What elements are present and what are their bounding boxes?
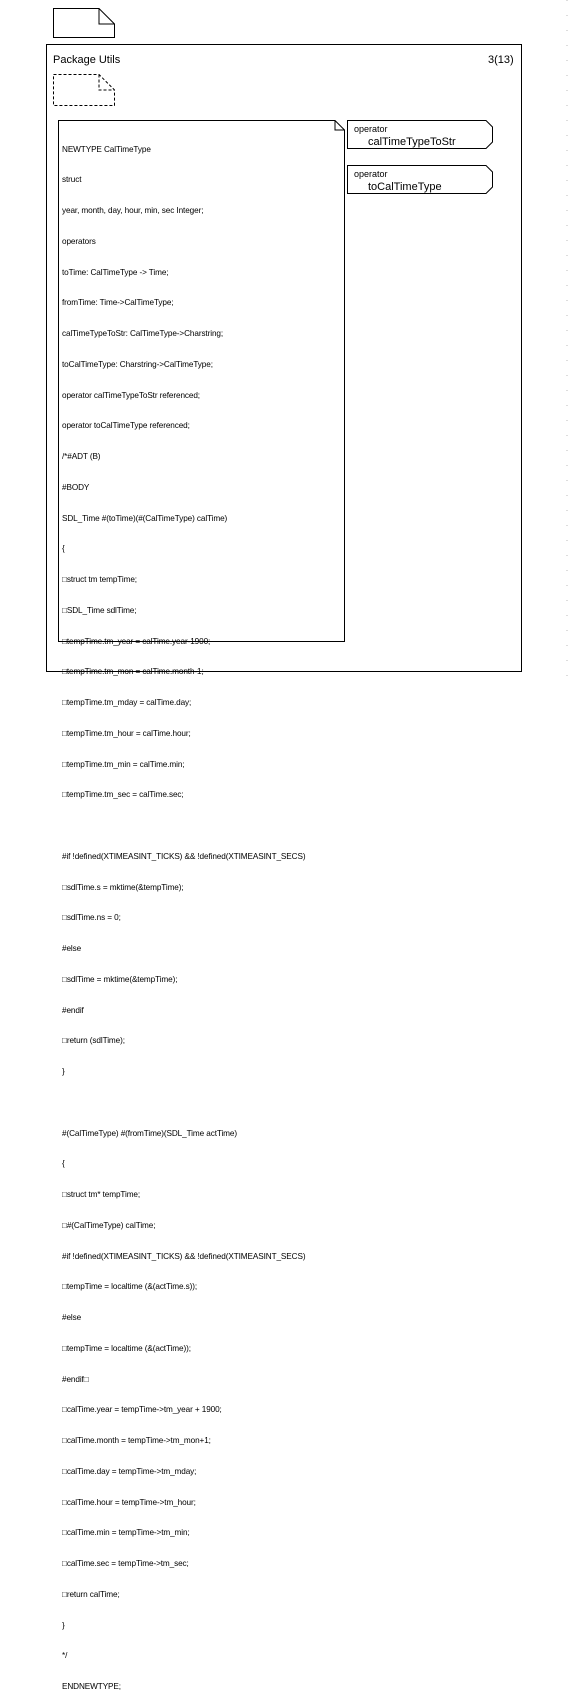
code-line: □calTime.year = tempTime->tm_year + 1900; xyxy=(62,1405,222,1415)
code-line: □sdlTime.s = mktime(&tempTime); xyxy=(62,882,184,892)
code-line: #endif□ xyxy=(62,1374,89,1384)
code-line: □calTime.day = tempTime->tm_mday; xyxy=(62,1466,197,1476)
code-line: □tempTime = localtime (&(actTime.s)); xyxy=(62,1282,198,1292)
code-line: } xyxy=(62,1620,65,1630)
code-line: operator toCalTimeType referenced; xyxy=(62,421,190,431)
code-line xyxy=(62,1098,342,1108)
code-line: □#(CalTimeType) calTime; xyxy=(62,1220,156,1230)
operator-keyword: operator xyxy=(354,169,388,179)
code-line: { xyxy=(62,544,65,554)
code-line: #else xyxy=(62,1313,82,1322)
code-line: #else xyxy=(62,944,82,953)
code-line: #(CalTimeType) #(fromTime)(SDL_Time actTime) xyxy=(62,1128,237,1138)
newtype-code xyxy=(62,124,342,1703)
code-line: */ xyxy=(62,1651,68,1661)
code-line: { xyxy=(62,1159,65,1169)
code-line: operators xyxy=(62,236,96,246)
code-line: □return calTime; xyxy=(62,1589,120,1599)
code-line: □tempTime = localtime (&(actTime)); xyxy=(62,1343,191,1353)
code-line: NEWTYPE CalTimeType xyxy=(62,144,151,154)
code-line: toTime: CalTimeType -> Time; xyxy=(62,267,169,277)
code-line: □calTime.min = tempTime->tm_min; xyxy=(62,1528,190,1538)
code-line: □sdlTime.ns = 0; xyxy=(62,913,121,923)
code-line: #if !defined(XTIMEASINT_TICKS) && !defined(XTIMEASINT_SECS) xyxy=(62,1251,306,1261)
code-line: □tempTime.tm_min = calTime.min; xyxy=(62,759,185,769)
code-line: □struct tm* tempTime; xyxy=(62,1190,141,1199)
code-line: □calTime.hour = tempTime->tm_hour; xyxy=(62,1497,196,1507)
code-line: year, month, day, hour, min, sec Integer; xyxy=(62,206,204,215)
code-line: fromTime: Time->CalTimeType; xyxy=(62,298,174,308)
code-line: □tempTime.tm_mday = calTime.day; xyxy=(62,698,192,707)
code-line: □tempTime.tm_year = calTime.year-1900; xyxy=(62,636,211,646)
code-line: □tempTime.tm_hour = calTime.hour; xyxy=(62,728,191,738)
code-line: toCalTimeType: Charstring->CalTimeType; xyxy=(62,359,213,369)
code-line: □tempTime.tm_sec = calTime.sec; xyxy=(62,790,184,800)
operator-name-tocaltimetype: toCalTimeType xyxy=(368,181,442,193)
code-line: #BODY xyxy=(62,482,90,492)
page-edge-marks xyxy=(565,0,569,690)
code-line: SDL_Time #(toTime)(#(CalTimeType) calTime) xyxy=(62,513,228,523)
package-title: Package Utils xyxy=(53,54,121,66)
code-line: □sdlTime = mktime(&tempTime); xyxy=(62,974,178,984)
code-line: #if !defined(XTIMEASINT_TICKS) && !defined(XTIMEASINT_SECS) xyxy=(62,851,306,861)
code-line: □calTime.month = tempTime->tm_mon+1; xyxy=(62,1436,211,1445)
code-line: □tempTime.tm_mon = calTime.month-1; xyxy=(62,667,204,677)
code-line: calTimeTypeToStr: CalTimeType->Charstring; xyxy=(62,329,224,338)
code-line: □struct tm tempTime; xyxy=(62,575,137,584)
code-line: struct xyxy=(62,175,82,185)
code-line: □calTime.sec = tempTime->tm_sec; xyxy=(62,1559,189,1568)
operator-name-caltimetypetostr: calTimeTypeToStr xyxy=(368,136,456,148)
dashed-package-symbol xyxy=(53,74,115,106)
code-line xyxy=(62,821,342,831)
code-line: operator calTimeTypeToStr referenced; xyxy=(62,390,200,400)
code-line: #endif xyxy=(62,1005,84,1015)
code-line: /*#ADT (B) xyxy=(62,452,101,461)
code-line: □return (sdlTime); xyxy=(62,1036,125,1046)
operator-keyword: operator xyxy=(354,124,388,134)
code-line: } xyxy=(62,1067,65,1076)
code-line: □SDL_Time sdlTime; xyxy=(62,605,137,615)
page-symbol xyxy=(53,8,115,38)
code-line: ENDNEWTYPE; xyxy=(62,1682,121,1691)
page-number: 3(13) xyxy=(488,54,514,66)
